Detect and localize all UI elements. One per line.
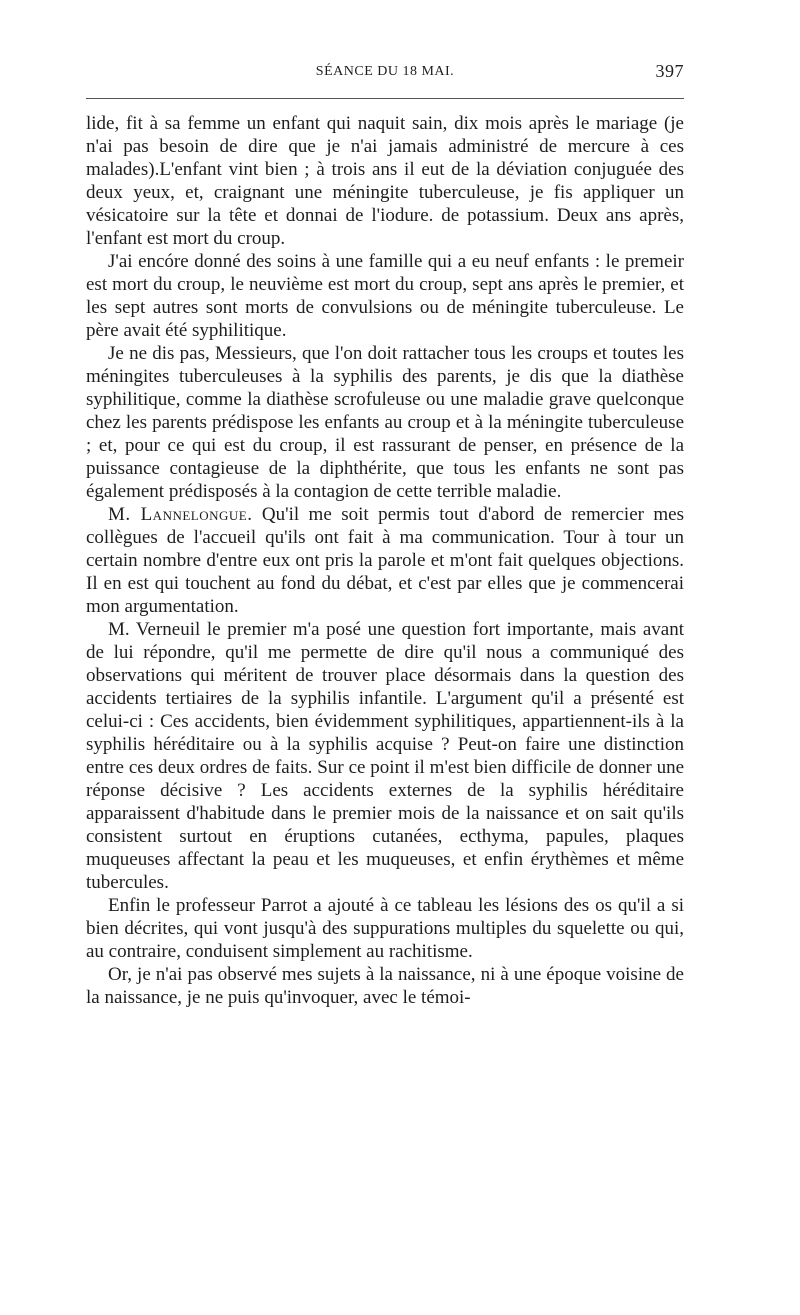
paragraph-7: Or, je n'ai pas observé mes sujets à la naissance, ni à une époque voisine de la naissance, je ne puis qu'invoquer, avec le témoi-	[86, 964, 684, 1008]
running-head	[86, 61, 684, 94]
paragraph-6: Enfin le professeur Parrot a ajouté à ce tableau les lésions des os qu'il a si bien décrites, qui vont jusqu'à des suppurations multiples du squelette ou qui, au contraire, conduisent simplement au rachitisme.	[86, 895, 684, 962]
paragraph-2: J'ai encóre donné des soins à une famille qui a eu neuf enfants : le premeir est mort du croup, le neuvième est mort du croup, sept ans après le premier, et les sept autres sont morts de convulsions ou de méningite tuberculeuse. Le père avait été syphilitique.	[86, 251, 684, 341]
paragraph-1: lide, fit à sa femme un enfant qui naquit sain, dix mois après le mariage (je n'ai pas besoin de dire que je n'ai jamais administré de mercure à ces malades).L'enfant vint bien ; à trois ans il eut de la déviation conjuguée des deux yeux, et, craignant une méningite tuberculeuse, je fis appliquer un vésicatoire sur la tête et donnai de l'iodure. de potassium. Deux ans après, l'enfant est mort du croup.	[86, 113, 684, 249]
speaker-name: M. Lannelongue.	[108, 504, 253, 525]
book-page	[86, 61, 685, 1009]
body-text	[86, 112, 684, 1009]
paragraph-3: Je ne dis pas, Messieurs, que l'on doit rattacher tous les croups et toutes les méningites tuberculeuses à la syphilis des parents, je dis que la diathèse syphilitique, comme la diathèse scrofuleuse ou une maladie grave quelconque chez les parents prédispose les enfants au croup et à la méningite tuberculeuse ; et, pour ce qui est du croup, il est rassurant de penser, en présence de la puissance contagieuse de la diphthérite, que tous les enfants ne sont pas également prédisposés à la contagion de cette terrible maladie.	[86, 343, 684, 502]
running-title: SÉANCE DU 18 MAI.	[315, 64, 455, 79]
paragraph-5: M. Verneuil le premier m'a posé une question fort importante, mais avant de lui répondre, qu'il me permette de dire qu'il nous a communiqué des observations qui méritent de trouver place désormais dans la question des accidents tertiaires de la syphilis infantile. L'argument qu'il a présenté est celui-ci : Ces accidents, bien évidemment syphilitiques, appartiennent-ils à la syphilis héréditaire ou à la syphilis acquise ? Peut-on faire une distinction entre ces deux ordres de faits. Sur ce point il m'est bien difficile de donner une réponse décisive ? Les accidents externes de la syphilis héréditaire apparaissent d'habitude dans le premier mois de la naissance et on sait qu'ils consistent surtout en éruptions cutanées, ecthyma, papules, plaques muqueuses affectant la peau et les muqueuses, et enfin érythèmes et même tubercules.	[86, 619, 684, 893]
page-number: 397	[655, 61, 684, 81]
header-rule	[86, 98, 684, 99]
paragraph-4-text: Qu'il me soit permis tout d'abord de remercier mes collègues de l'accueil qu'ils ont fait à ma communication. Tour à tour un certain nombre d'entre eux ont pris la parole et m'ont fait quelques objections. Il en est qui touchent au fond du débat, et c'est par elles que je commencerai mon argumentation.	[86, 504, 685, 617]
paragraph-4	[86, 503, 684, 618]
